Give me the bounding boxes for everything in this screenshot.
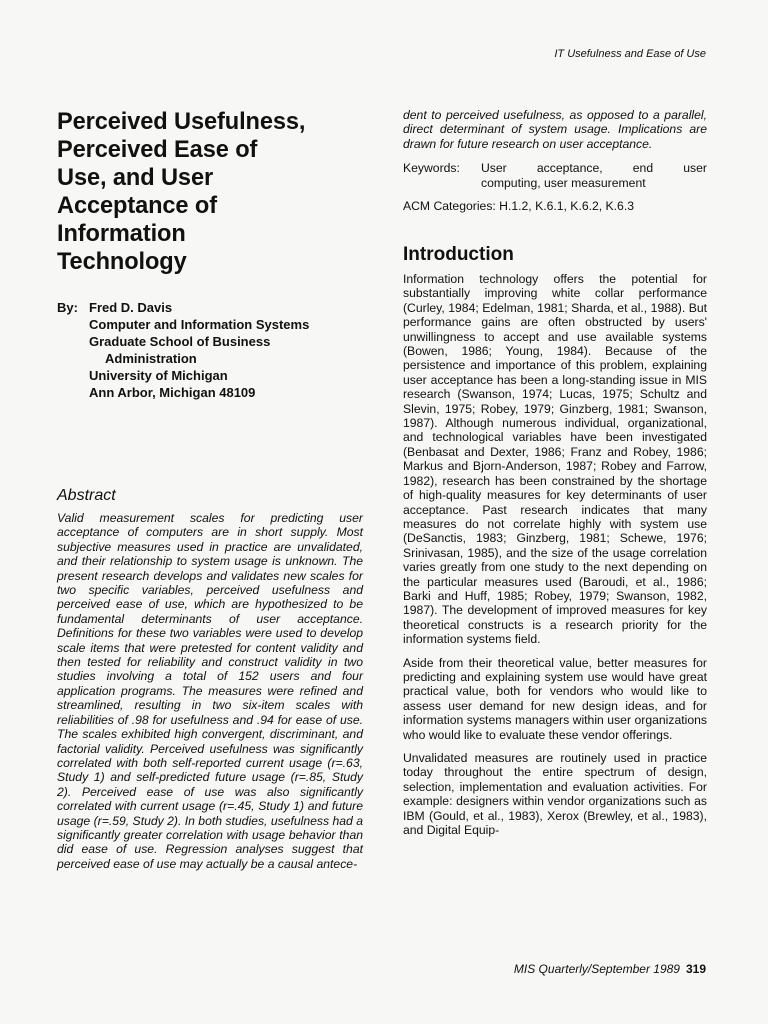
affiliation-line: Computer and Information Systems xyxy=(89,317,310,332)
title-line: Use, and User xyxy=(57,165,214,191)
affiliation-line: University of Michigan xyxy=(89,368,228,383)
author-byline xyxy=(57,299,363,401)
introduction-paragraph: Aside from their theoretical value, better measures for predicting and explaining system use would have great practical value, both for vendors who would like to assess user demand for new design ideas, and for information systems managers within user organizations who would like to evaluate these vendor offerings. xyxy=(403,655,707,742)
keywords-line xyxy=(481,161,707,176)
keyword-word: user xyxy=(683,161,707,176)
title-line: Information xyxy=(57,221,186,247)
affiliation-line: Ann Arbor, Michigan 48109 xyxy=(89,385,256,400)
introduction-heading: Introduction xyxy=(403,244,514,265)
keyword-word: User xyxy=(481,161,507,176)
acm-categories: ACM Categories: H.1.2, K.6.1, K.6.2, K.6.3 xyxy=(403,199,634,214)
right-column xyxy=(403,108,707,846)
keywords-label: Keywords: xyxy=(403,161,460,176)
introduction-paragraph: Unvalidated measures are routinely used in practice today throughout the entire spectrum of design, selection, implementation and evaluation activities. For example: designers within vendor organizations such as IBM (Gould, et al., 1983), Xerox (Brewley, et al., 1983), and Digital Equip- xyxy=(403,751,707,838)
title-line: Acceptance of xyxy=(57,193,217,219)
keyword-word: acceptance, xyxy=(536,161,603,176)
left-column xyxy=(57,108,363,871)
abstract-body: Valid measurement scales for predicting user acceptance of computers are in short supply. Most subjective measures used in practice are unvalidated, and their relationship to system usage is unknown. The present research develops and validates new scales for two specific variables, perceived usefulness and perceived ease of use, which are hypothesized to be fundamental determinants of user acceptance. Definitions for these two variables were used to develop scale items that were pretested for content validity and then tested for reliability and construct validity in two studies involving a total of 152 users and four application programs. The measures were refined and streamlined, resulting in two six-item scales with reliabilities of .98 for usefulness and .94 for ease of use. The scales exhibited high convergent, discriminant, and factorial validity. Perceived usefulness was significantly correlated with both self-reported current usage (r=.63, Study 1) and self-predicted future usage (r=.85, Study 2). Perceived ease of use was also significantly correlated with current usage (r=.45, Study 1) and future usage (r=.59, Study 2). In both studies, usefulness had a significantly greater correlation with usage behavior than did ease of use. Regression analyses suggest that perceived ease of use may actually be a causal antece- xyxy=(57,511,363,871)
paper-title xyxy=(57,108,363,276)
page-number: 319 xyxy=(685,962,706,976)
title-line: Technology xyxy=(57,249,187,275)
abstract-continuation: dent to perceived usefulness, as opposed to a parallel, direct determinant of system usage. Implications are drawn for future research on user acceptance. xyxy=(403,108,707,151)
page-footer xyxy=(514,962,706,976)
title-line: Perceived Usefulness, xyxy=(57,109,306,135)
abstract-heading: Abstract xyxy=(57,487,116,504)
keyword-word: end xyxy=(632,161,654,176)
affiliation-line: Graduate School of Business xyxy=(89,334,271,349)
journal-citation: MIS Quarterly/September 1989 xyxy=(513,962,680,976)
keywords-line: computing, user measurement xyxy=(481,175,646,190)
author-name: Fred D. Davis xyxy=(89,300,173,315)
affiliation-line: Administration xyxy=(105,351,197,366)
introduction-paragraph: Information technology offers the potential for substantially improving white collar performance (Curley, 1984; Edelman, 1981; Sharda, et al., 1988). But performance gains are often obstructed by users' unwillingness to accept and use available systems (Bowen, 1986; Young, 1984). Because of the persistence and importance of this problem, explaining user acceptance has been a long-standing issue in MIS research (Swanson, 1974; Lucas, 1975; Schultz and Slevin, 1975; Robey, 1979; Ginzberg, 1981; Swanson, 1987). Although numerous individual, organizational, and technological variables have been investigated (Benbasat and Dexter, 1986; Franz and Robey, 1986; Markus and Bjorn-Anderson, 1987; Robey and Farrow, 1982), research has been constrained by the shortage of high-quality measures for key determinants of user acceptance. Past research indicates that many measures do not correlate highly with system use (DeSanctis, 1983; Ginzberg, 1981; Schewe, 1976; Srinivasan, 1985), and the size of the usage correlation varies greatly from one study to the next depending on the particular measures used (Baroudi, et al., 1986; Barki and Huff, 1985; Robey, 1979; Swanson, 1982, 1987). The development of improved measures for key theoretical constructs is a research priority for the information systems field. xyxy=(403,272,707,647)
byline-label: By: xyxy=(57,300,78,315)
keywords-block xyxy=(403,161,707,214)
running-header: IT Usefulness and Ease of Use xyxy=(554,48,706,60)
title-line: Perceived Ease of xyxy=(57,137,258,163)
